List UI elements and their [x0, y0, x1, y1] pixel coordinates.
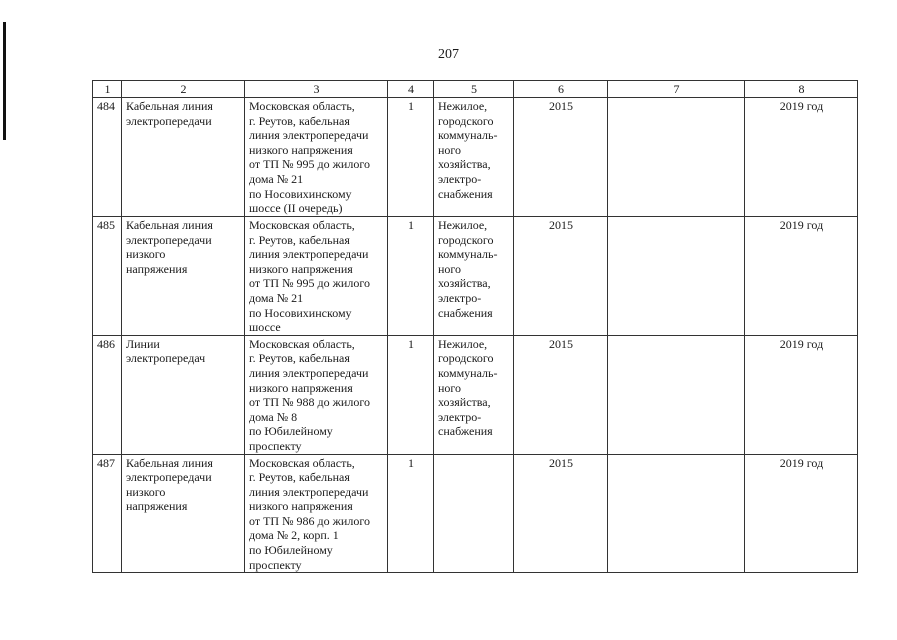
registry-table [92, 80, 858, 573]
column-7-cell [608, 98, 745, 217]
object-purpose: Нежилое, городского коммуналь- ного хозяйства, электро- снабжения [434, 98, 514, 217]
object-term: 2019 год [745, 217, 858, 336]
column-header-1: 1 [93, 81, 122, 98]
object-term: 2019 год [745, 335, 858, 454]
object-term: 2019 год [745, 454, 858, 573]
object-name: Кабельная линия электропередачи [122, 98, 245, 217]
table-row [93, 454, 858, 573]
object-quantity: 1 [388, 217, 434, 336]
column-header-3: 3 [245, 81, 388, 98]
row-number: 485 [93, 217, 122, 336]
column-header-2: 2 [122, 81, 245, 98]
table-row [93, 98, 858, 217]
object-location: Московская область, г. Реутов, кабельная линия электропередачи низкого напряжения от ТП № 995 до жилого дома № 21 по Носовихинскому шоссе (II очередь) [245, 98, 388, 217]
row-number: 484 [93, 98, 122, 217]
column-header-6: 6 [514, 81, 608, 98]
object-location: Московская область, г. Реутов, кабельная линия электропередачи низкого напряжения от ТП № 988 до жилого дома № 8 по Юбилейному проспекту [245, 335, 388, 454]
object-name: Кабельная линия электропередачи низкого напряжения [122, 454, 245, 573]
row-number: 486 [93, 335, 122, 454]
column-header-7: 7 [608, 81, 745, 98]
object-year: 2015 [514, 217, 608, 336]
object-year: 2015 [514, 335, 608, 454]
object-location: Московская область, г. Реутов, кабельная линия электропередачи низкого напряжения от ТП № 995 до жилого дома № 21 по Носовихинскому шоссе [245, 217, 388, 336]
column-7-cell [608, 335, 745, 454]
table-row [93, 217, 858, 336]
object-name: Линии электропередач [122, 335, 245, 454]
column-7-cell [608, 454, 745, 573]
column-7-cell [608, 217, 745, 336]
column-header-5: 5 [434, 81, 514, 98]
object-quantity: 1 [388, 454, 434, 573]
object-term: 2019 год [745, 98, 858, 217]
margin-line [3, 22, 6, 140]
object-purpose [434, 454, 514, 573]
table-row [93, 335, 858, 454]
object-purpose: Нежилое, городского коммуналь- ного хозяйства, электро- снабжения [434, 217, 514, 336]
object-location: Московская область, г. Реутов, кабельная линия электропередачи низкого напряжения от ТП № 986 до жилого дома № 2, корп. 1 по Юбилейному проспекту [245, 454, 388, 573]
column-header-4: 4 [388, 81, 434, 98]
table-header-row [93, 81, 858, 98]
object-year: 2015 [514, 98, 608, 217]
object-name: Кабельная линия электропередачи низкого напряжения [122, 217, 245, 336]
object-quantity: 1 [388, 335, 434, 454]
object-year: 2015 [514, 454, 608, 573]
column-header-8: 8 [745, 81, 858, 98]
object-quantity: 1 [388, 98, 434, 217]
object-purpose: Нежилое, городского коммуналь- ного хозяйства, электро- снабжения [434, 335, 514, 454]
page-number: 207 [438, 47, 459, 62]
row-number: 487 [93, 454, 122, 573]
